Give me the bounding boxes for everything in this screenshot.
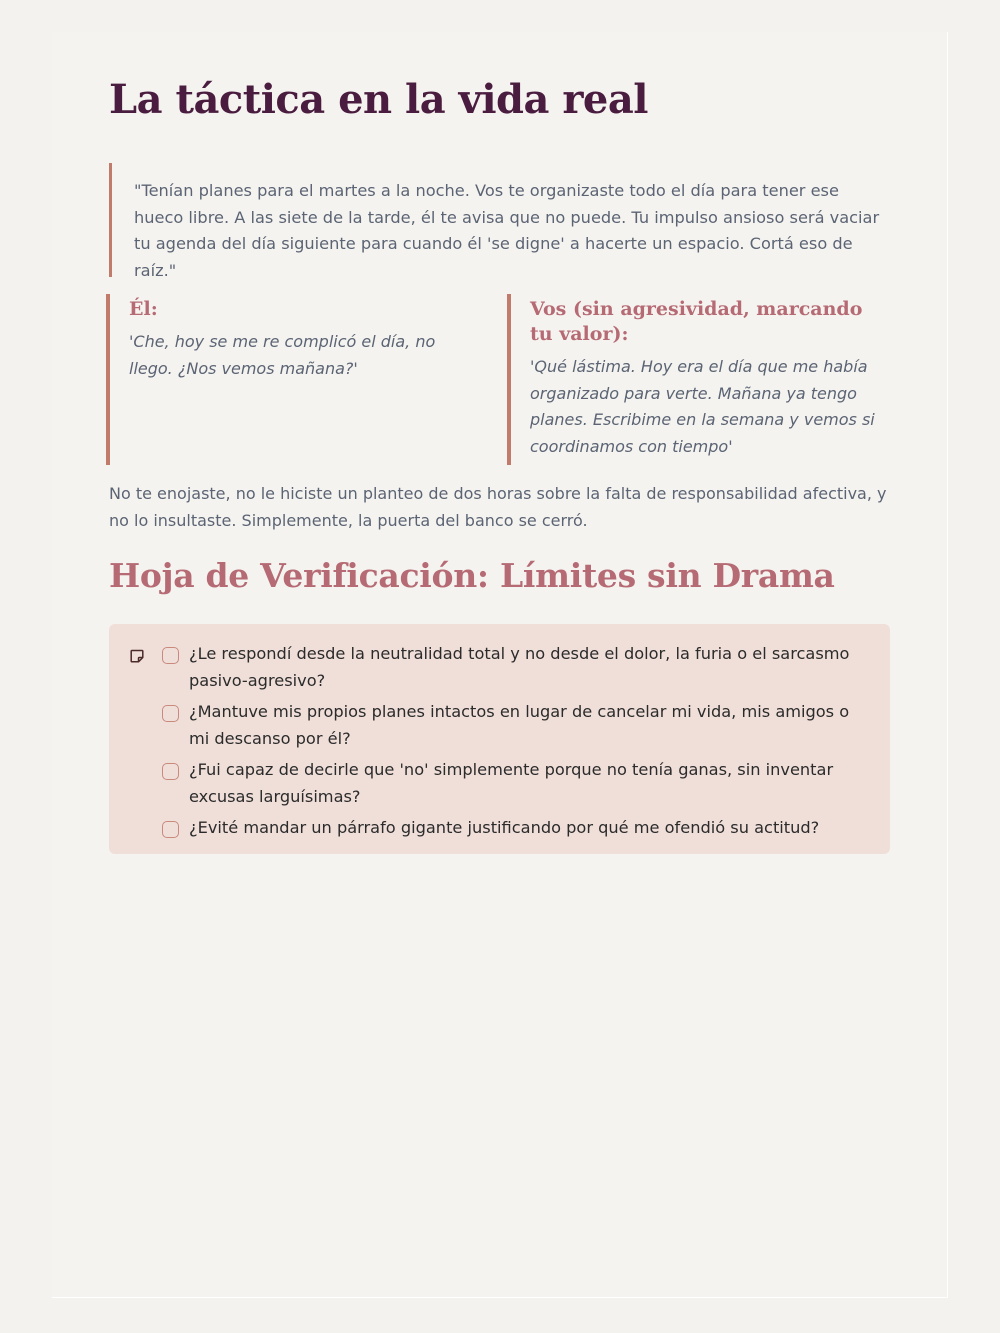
checklist-item-label: ¿Mantuve mis propios planes intactos en lugar de cancelar mi vida, mis amigos o mi descanso por él? [189,702,850,748]
checklist-item [162,641,872,694]
checkbox[interactable] [162,647,179,664]
checklist-item-label: ¿Fui capaz de decirle que 'no' simplemente porque no tenía ganas, sin inventar excusas larguísimas? [189,760,834,806]
page [52,32,948,1298]
you-column [507,294,889,465]
scenario-quote: "Tenían planes para el martes a la noche. Vos te organizaste todo el día para tener ese hueco libre. A las siete de la tarde, él te avisa que no puede. Tu impulso ansioso será vaciar tu agenda del día siguiente para cuando él 'se digne' a hacerte un espacio. Cortá eso de raíz." [109,163,889,277]
checkbox[interactable] [162,763,179,780]
sticky-note-icon [129,648,145,664]
him-column [106,294,476,465]
checklist-item [162,699,872,752]
checkbox[interactable] [162,821,179,838]
you-message: 'Qué lástima. Hoy era el día que me había organizado para verte. Mañana ya tengo planes. Escribime en la semana y vemos si coordinamos con tiempo' [530,357,875,456]
page-title: La táctica en la vida real [109,76,648,123]
checklist-item [162,815,872,842]
him-heading: Él: [129,298,158,320]
checkbox[interactable] [162,705,179,722]
checklist-title: Hoja de Verificación: Límites sin Drama [109,556,835,595]
checklist-item-label: ¿Le respondí desde la neutralidad total y no desde el dolor, la furia o el sarcasmo pasivo-agresivo? [189,644,850,690]
conclusion-paragraph: No te enojaste, no le hiciste un planteo de dos horas sobre la falta de responsabilidad afectiva, y no lo insultaste. Simplemente, la puerta del banco se cerró. [109,484,887,530]
checklist-card [109,624,890,854]
checklist-item-label: ¿Evité mandar un párrafo gigante justificando por qué me ofendió su actitud? [189,818,820,837]
him-message: 'Che, hoy se me re complicó el día, no llego. ¿Nos vemos mañana?' [129,332,436,378]
checklist-items [162,641,872,847]
you-heading: Vos (sin agresividad, marcando tu valor): [530,298,863,345]
checklist-item [162,757,872,810]
